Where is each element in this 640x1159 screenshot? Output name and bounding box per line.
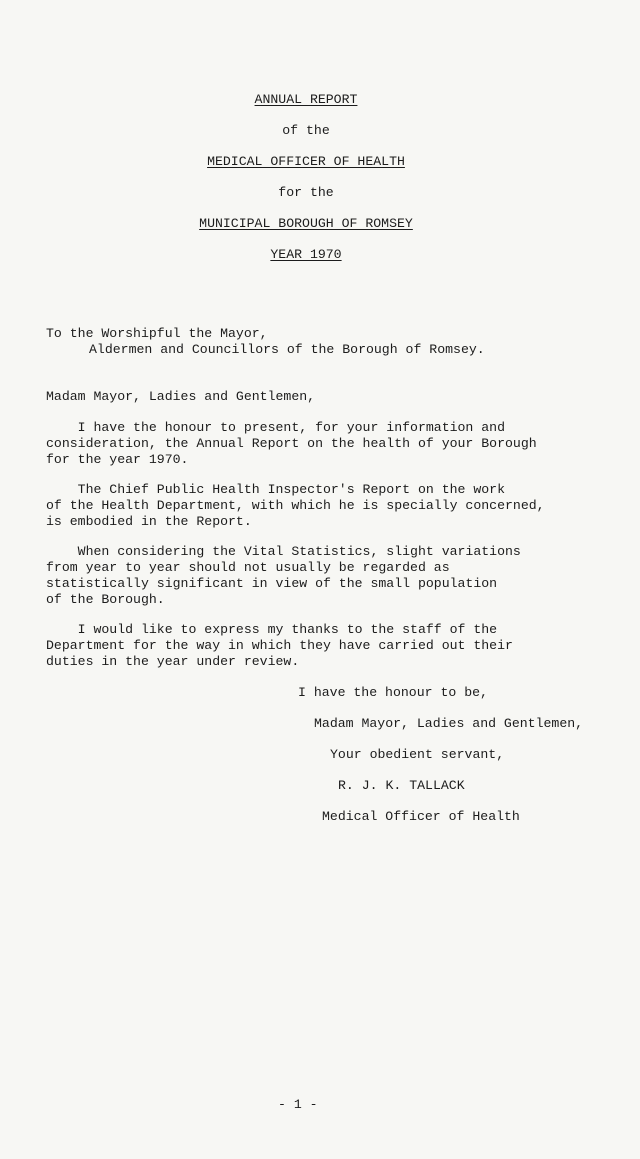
paragraph-4-line-1: I would like to express my thanks to the staff of the: [46, 622, 498, 637]
paragraph-2-line-3: is embodied in the Report.: [46, 514, 252, 529]
signatory-title: Medical Officer of Health: [322, 809, 520, 824]
paragraph-4-line-3: duties in the year under review.: [46, 654, 300, 669]
paragraph-3-line-2: from year to year should not usually be regarded as: [46, 560, 450, 575]
title-borough: MUNICIPAL BOROUGH OF ROMSEY: [199, 216, 413, 231]
paragraph-1-line-1: I have the honour to present, for your information and: [46, 420, 505, 435]
title-year: YEAR 1970: [270, 247, 342, 262]
paragraph-4-line-2: Department for the way in which they have carried out their: [46, 638, 513, 653]
page-number: - 1 -: [278, 1097, 318, 1112]
paragraph-3-line-1: When considering the Vital Statistics, slight variations: [46, 544, 521, 559]
paragraph-1-line-3: for the year 1970.: [46, 452, 189, 467]
paragraph-3-line-3: statistically significant in view of the small population: [46, 576, 498, 591]
salutation: Madam Mayor, Ladies and Gentlemen,: [46, 389, 316, 404]
title-officer: MEDICAL OFFICER OF HEALTH: [207, 154, 405, 169]
closing-servant: Your obedient servant,: [330, 747, 505, 762]
title-of-the: of the: [282, 123, 330, 138]
address-line-1: To the Worshipful the Mayor,: [46, 326, 268, 341]
closing-salutation: Madam Mayor, Ladies and Gentlemen,: [314, 716, 584, 731]
paragraph-2-line-1: The Chief Public Health Inspector's Report on the work: [46, 482, 505, 497]
closing-honour: I have the honour to be,: [298, 685, 488, 700]
paragraph-3-line-4: of the Borough.: [46, 592, 165, 607]
report-title: ANNUAL REPORT: [254, 92, 358, 107]
title-for-the: for the: [278, 185, 334, 200]
signatory-name: R. J. K. TALLACK: [338, 778, 465, 793]
paragraph-1-line-2: consideration, the Annual Report on the health of your Borough: [46, 436, 537, 451]
address-line-2: Aldermen and Councillors of the Borough of Romsey.: [89, 342, 485, 357]
paragraph-2-line-2: of the Health Department, with which he is specially concerned,: [46, 498, 545, 513]
